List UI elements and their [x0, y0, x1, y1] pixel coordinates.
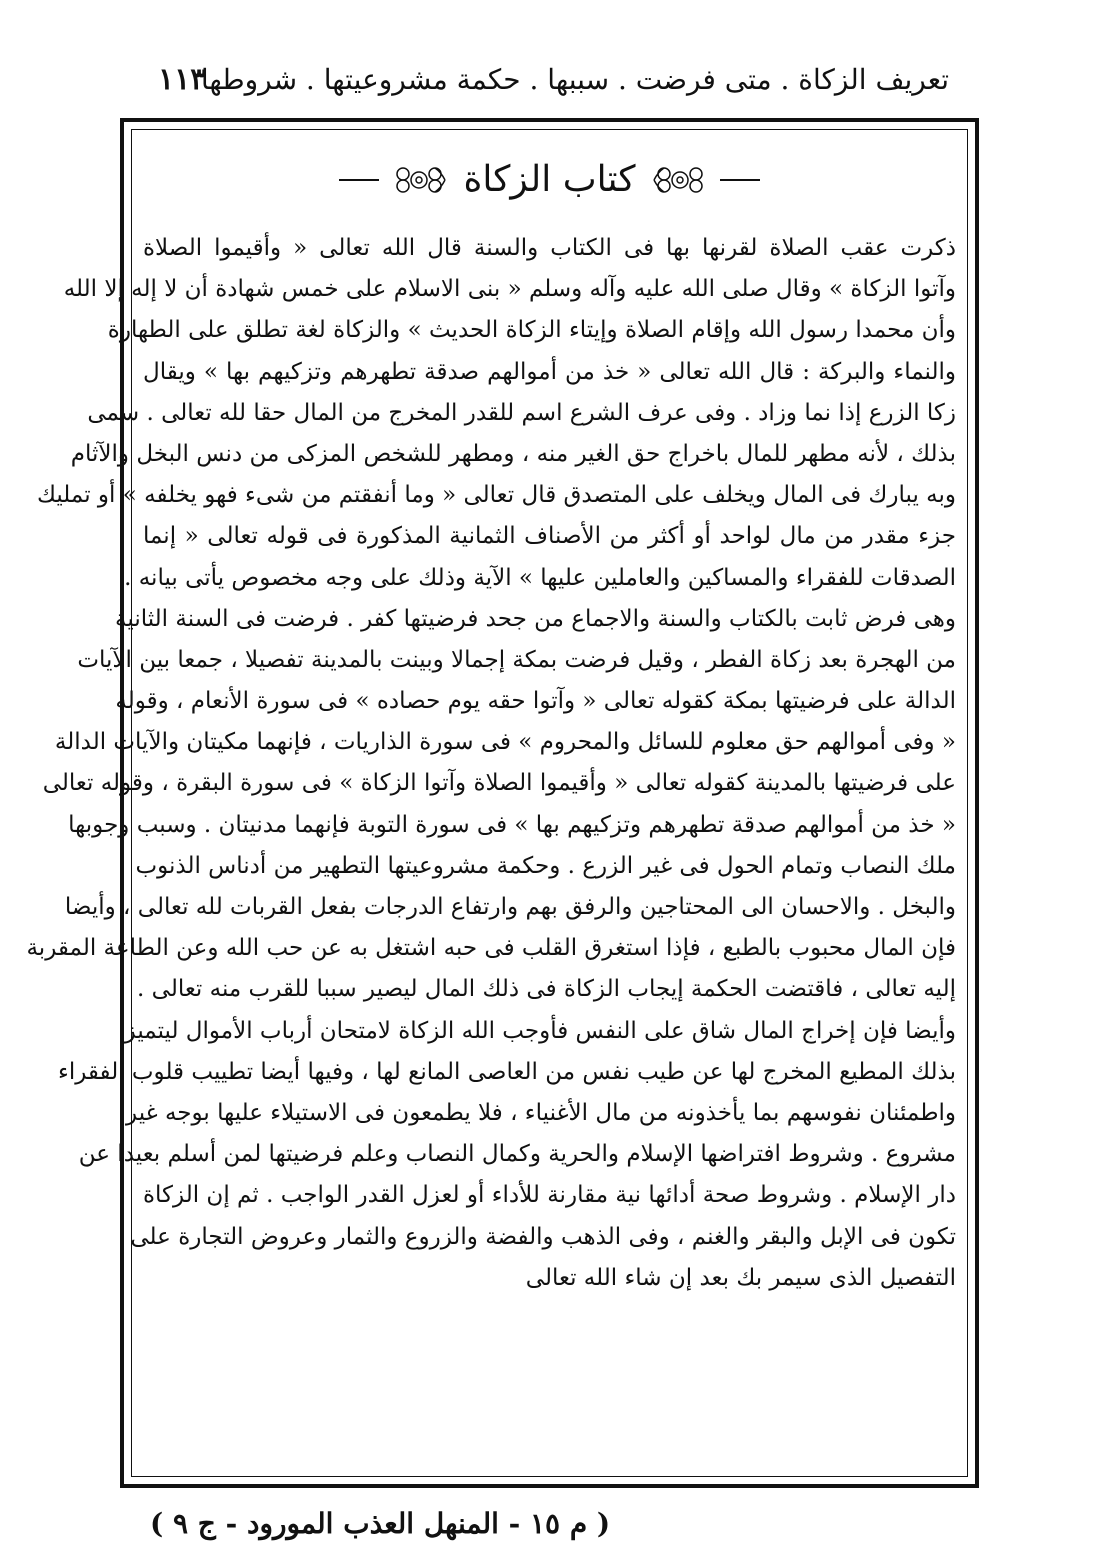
text-line: التفصيل الذى سيمر بك بعد إن شاء الله تعالى: [525, 1264, 956, 1291]
text-line: وأن محمدا رسول الله وإقام الصلاة وإيتاء الزكاة الحديث » والزكاة لغة تطلق على الطهارة: [107, 317, 956, 344]
text-line: من الهجرة بعد زكاة الفطر ، وقيل فرضت بمكة إجمالا وبينت بالمدينة تفصيلا ، جمعا بين الآيات: [77, 646, 956, 673]
text-line: الصدقات للفقراء والمساكين والعاملين عليها » الآية وذلك على وجه مخصوص يأتى بيانه .: [124, 564, 956, 591]
text-line: فإن المال محبوب بالطبع ، فإذا استغرق القلب فى حبه اشتغل به عن حب الله وعن الطاعة المقربة: [26, 935, 956, 962]
text-line: على فرضيتها بالمدينة كقوله تعالى « وأقيموا الصلاة وآتوا الزكاة » فى سورة البقرة ، وقوله تعالى: [42, 770, 956, 797]
text-line: وبه يبارك فى المال ويخلف على المتصدق قال تعالى « وما أنفقتم من شىء فهو يخلفه » أو تمليك: [36, 482, 956, 509]
ornament-right-icon: [650, 160, 710, 200]
text-line: ذكرت عقب الصلاة لقرنها بها فى الكتاب والسنة قال الله تعالى « وأقيموا الصلاة: [143, 235, 956, 261]
text-line: إليه تعالى ، فاقتضت الحكمة إيجاب الزكاة فى ذلك المال ليصير سببا للقرب منه تعالى .: [137, 976, 956, 1003]
text-line: بذلك المطيع المخرج لها عن طيب نفس من العاصى المانع لها ، وفيها أيضا تطييب قلوب الفقراء: [58, 1058, 956, 1085]
text-line: بذلك ، لأنه مطهر للمال باخراج حق الغير منه ، ومطهر للشخص المزكى من دنس البخل والآثام: [70, 440, 956, 467]
text-line: والنماء والبركة : قال الله تعالى « خذ من أموالهم صدقة تطهرهم وتزكيهم بها » ويقال: [143, 358, 956, 385]
text-line: والبخل . والاحسان الى المحتاجين والرفق بهم وارتفاع الدرجات بفعل القربات لله تعالى ، وأيضا: [64, 894, 956, 920]
text-line: « وفى أموالهم حق معلوم للسائل والمحروم » فى سورة الذاريات ، فإنهما مكيتان والآيات الدالة: [54, 729, 956, 756]
heading-dash-right: [720, 179, 760, 181]
text-line: مشروع . وشروط افتراضها الإسلام والحرية وكمال النصاب وعلم فرضيتها لمن أسلم بعيدا عن: [78, 1141, 956, 1168]
chapter-heading: [140, 130, 959, 230]
text-line: جزء مقدر من مال لواحد أو أكثر من الأصناف الثمانية المذكورة فى قوله تعالى « إنما: [143, 523, 956, 550]
running-header: [130, 50, 949, 110]
text-line: زكا الزرع إذا نما وزاد . وفى عرف الشرع اسم للقدر المخرج من المال حقا لله تعالى . سمى: [87, 399, 956, 426]
chapter-title: كتاب الزكاة: [463, 159, 636, 200]
text-line: « خذ من أموالهم صدقة تطهرهم وتزكيهم بها » فى سورة التوبة فإنهما مدنيتان . وسبب وجوبها: [68, 811, 956, 838]
text-line: ملك النصاب وتمام الحول فى غير الزرع . وحكمة مشروعيتها التطهير من أدناس الذنوب: [135, 852, 956, 879]
page-number: ١١٣: [158, 62, 207, 97]
text-line: وأيضا فإن إخراج المال شاق على النفس فأوجب الله الزكاة لامتحان أرباب الأموال ليتميز: [124, 1017, 956, 1044]
text-line: وآتوا الزكاة » وقال صلى الله عليه وآله وسلم « بنى الاسلام على خمس شهادة أن لا إله إلا الله: [63, 276, 956, 303]
text-line: واطمئنان نفوسهم بما يأخذونه من مال الأغنياء ، فلا يطمعون فى الاستيلاء عليها بوجه غير: [126, 1099, 956, 1126]
heading-dash-left: [339, 179, 379, 181]
text-line: الدالة على فرضيتها بمكة كقوله تعالى « وآتوا حقه يوم حصاده » فى سورة الأنعام ، وقوله: [115, 688, 956, 715]
text-line: وهى فرض ثابت بالكتاب والسنة والاجماع من جحد فرضيتها كفر . فرضت فى السنة الثانية: [115, 605, 956, 632]
footer-reference: ( م ١٥ - المنهل العذب المورود - ج ٩ ): [150, 1507, 611, 1540]
body-text: [26, 228, 956, 1299]
running-title: تعريف الزكاة . متى فرضت . سببها . حكمة مشروعيتها . شروطها: [200, 63, 949, 96]
text-line: دار الإسلام . وشروط صحة أدائها نية مقارنة للأداء أو لعزل القدر الواجب . ثم إن الزكاة: [143, 1182, 956, 1209]
text-line: تكون فى الإبل والبقر والغنم ، وفى الذهب والفضة والزروع والثمار وعروض التجارة على: [130, 1223, 956, 1250]
ornament-left-icon: [389, 160, 449, 200]
